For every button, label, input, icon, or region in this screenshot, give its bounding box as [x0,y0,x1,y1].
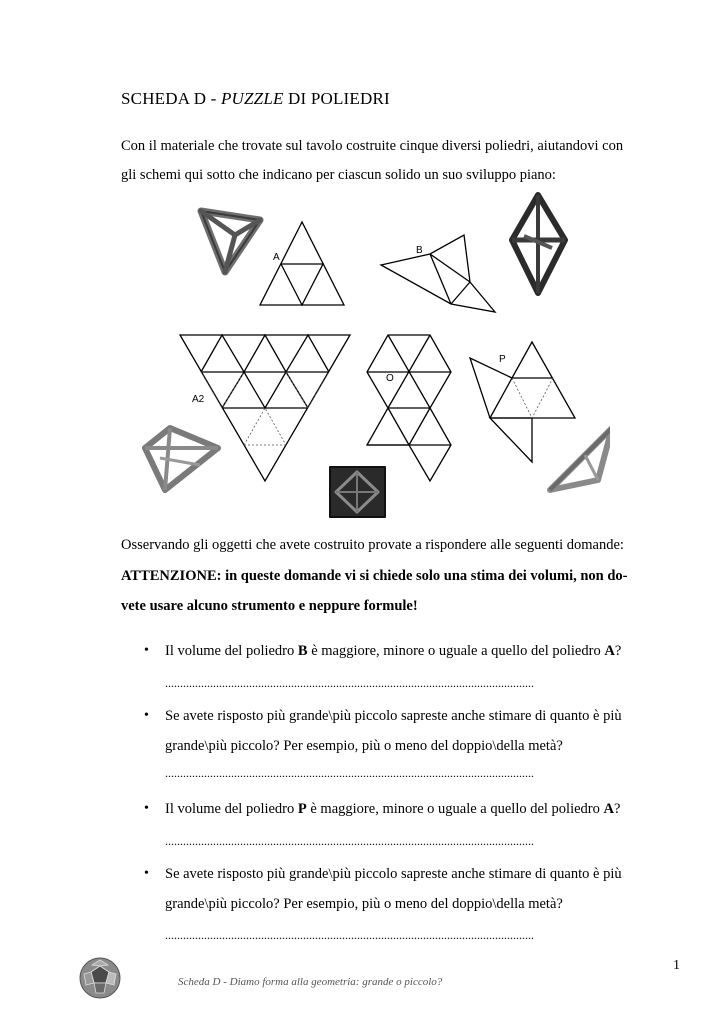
page-title: SCHEDA D - PUZZLE DI POLIEDRI [121,89,390,108]
answer-line-2[interactable]: ........................................................................................................................... [165,766,534,780]
octahedron-photo [330,467,385,517]
question-3: Il volume del poliedro P è maggiore, minore o uguale a quello del poliedro A? [165,801,621,817]
intro-line-1: Con il materiale che trovate sul tavolo costruite cinque diversi poliedri, aiutandovi con [121,138,624,154]
net-b-label: B [416,245,423,256]
elongated-polyhedron-photo [550,428,610,490]
attention-line-1: ATTENZIONE: in queste domande vi si chiede solo una stima dei volumi, non do- [121,568,628,584]
page-number: 1 [673,958,680,973]
large-tetrahedron-photo [145,428,218,490]
question-4-line-1: Se avete risposto più grande\più piccolo sapreste anche stimare di quanto è più [165,866,622,882]
intro-line-2: gli schemi qui sotto che indicano per ciascun solido un suo sviluppo piano: [121,167,556,183]
polyhedron-logo-icon [78,956,122,1000]
answer-line-1[interactable]: ........................................................................................................................... [165,676,534,690]
tetrahedron-photo [201,211,260,272]
bullet-3: • [144,801,149,816]
bullet-1: • [144,643,149,658]
answer-line-4[interactable]: ........................................................................................................................... [165,928,534,942]
bullet-2: • [144,708,149,723]
net-p-label: P [499,354,506,365]
question-4-line-2: grande\più piccolo? Per esempio, più o meno del doppio\della metà? [165,896,563,912]
bullet-4: • [144,866,149,881]
net-a-label: A [273,252,280,263]
net-b [381,235,495,312]
answer-line-3[interactable]: ........................................................................................................................... [165,834,534,848]
observe-instruction: Osservando gli oggetti che avete costruito provate a rispondere alle seguenti domande: [121,537,624,553]
net-a [260,222,344,305]
polyhedra-nets-figure [120,190,610,526]
net-p [470,342,575,462]
net-o-label: O [386,373,394,384]
footer-text: Scheda D - Diamo forma alla geometria: grande o piccolo? [178,976,443,988]
question-2-line-2: grande\più piccolo? Per esempio, più o meno del doppio\della metà? [165,738,563,754]
net-o [367,335,451,481]
net-a2-label: A2 [192,394,205,405]
attention-line-2: vete usare alcuno strumento e neppure formule! [121,598,418,614]
question-2-line-1: Se avete risposto più grande\più piccolo sapreste anche stimare di quanto è più [165,708,622,724]
question-1: Il volume del poliedro B è maggiore, minore o uguale a quello del poliedro A? [165,643,622,659]
bipyramid-photo [512,195,565,293]
net-p-dashed-folds [512,378,553,418]
